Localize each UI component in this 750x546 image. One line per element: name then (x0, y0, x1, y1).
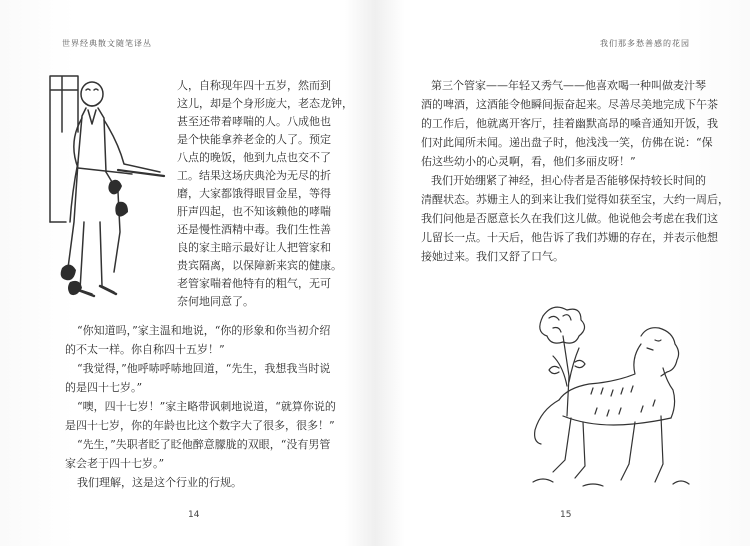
text-line: 接她过来。我们又舒了口气。 (421, 250, 564, 263)
text-line: 佑这些幼小的心灵啊，看，他们多丽皮呀！” (421, 155, 636, 168)
text-line: 我们理解，这是这个行业的行规。 (77, 476, 242, 489)
left-running-head: 世界经典散文随笔译丛 (62, 39, 152, 48)
text-line: 是四十七岁，你的年龄也比这个数字大了很多，很多！” (65, 419, 335, 432)
text-line: 家会老于四十七岁。” (65, 457, 165, 470)
text-line: “先生，”失职者眨了眨他醉意朦胧的双眼，“没有男管 (77, 438, 331, 451)
text-line: 八点的晚饭，他到九点也交不了 (177, 151, 331, 164)
text-line: “我觉得，”他呼哧呼哧地回道，“先生，我想我当时说 (77, 362, 331, 375)
text-line: 这儿，却是个身形庞大，老态龙钟， (177, 97, 353, 110)
text-line: 的工作后，他就离开客厅，挂着幽默高昂的嗓音通知开饭，我 (421, 117, 718, 130)
dog-illustration (523, 296, 703, 491)
text-line: “你知道吗，”家主温和地说，“你的形象和你当初介绍 (77, 324, 331, 337)
text-line: 们对此闻所未闻。递出盘子时，他浅浅一笑，仿佛在说：“保 (421, 136, 713, 149)
text-line: 工。结果这场庆典沦为无尽的折 (177, 169, 331, 182)
text-line: 的是四十七岁。” (65, 381, 143, 394)
text-line: 肝声四起，也不知该赖他的哮喘 (177, 205, 331, 218)
text-line: 磨，大家都饿得眼冒金星，等得 (177, 187, 331, 200)
text-line: 酒的啤酒，这酒能令他瞬间振奋起来。尽善尽美地完成下午茶 (421, 98, 718, 111)
right-running-head: 我们那多愁善感的花园 (600, 39, 690, 48)
text-line: 还是慢性酒精中毒。我们生性善 (177, 223, 331, 236)
text-line: 是个快能拿养老金的人了。预定 (177, 133, 331, 146)
right-page-number: 15 (560, 510, 572, 520)
text-line: 人，自称现年四十五岁，然而到 (177, 79, 331, 92)
text-line: 老管家喘着他特有的粗气，无可 (177, 277, 331, 290)
right-page (375, 0, 750, 546)
butler-illustration (48, 72, 168, 312)
text-line: 我们问他是否愿意长久在我们这儿做。他说他会考虑在我们这 (421, 212, 718, 225)
text-line: 甚至还带着哮喘的人。八成他也 (177, 115, 331, 128)
text-line: 良的家主暗示最好让人把管家和 (177, 241, 331, 254)
left-page-number: 14 (188, 510, 200, 520)
text-line: 儿留长一点。十天后，他告诉了我们苏姗的存在，并表示他想 (421, 231, 718, 244)
text-line: 的不太一样。你自称四十五岁！” (65, 343, 225, 356)
text-line: 我们开始绷紧了神经，担心侍者是否能够保持较长时间的 (431, 174, 706, 187)
text-line: 贵宾隔离，以保障新来宾的健康。 (177, 259, 342, 272)
text-line: 清醒状态。苏姗主人的到来让我们觉得如获至宝，大约一周后， (421, 193, 729, 206)
text-line: 第三个管家——年轻又秀气——他喜欢喝一种叫做麦汁琴 (431, 79, 706, 92)
text-line: “噢，四十七岁！”家主略带讽刺地说道，“就算你说的 (77, 400, 336, 413)
text-line: 奈何地同意了。 (177, 295, 254, 308)
